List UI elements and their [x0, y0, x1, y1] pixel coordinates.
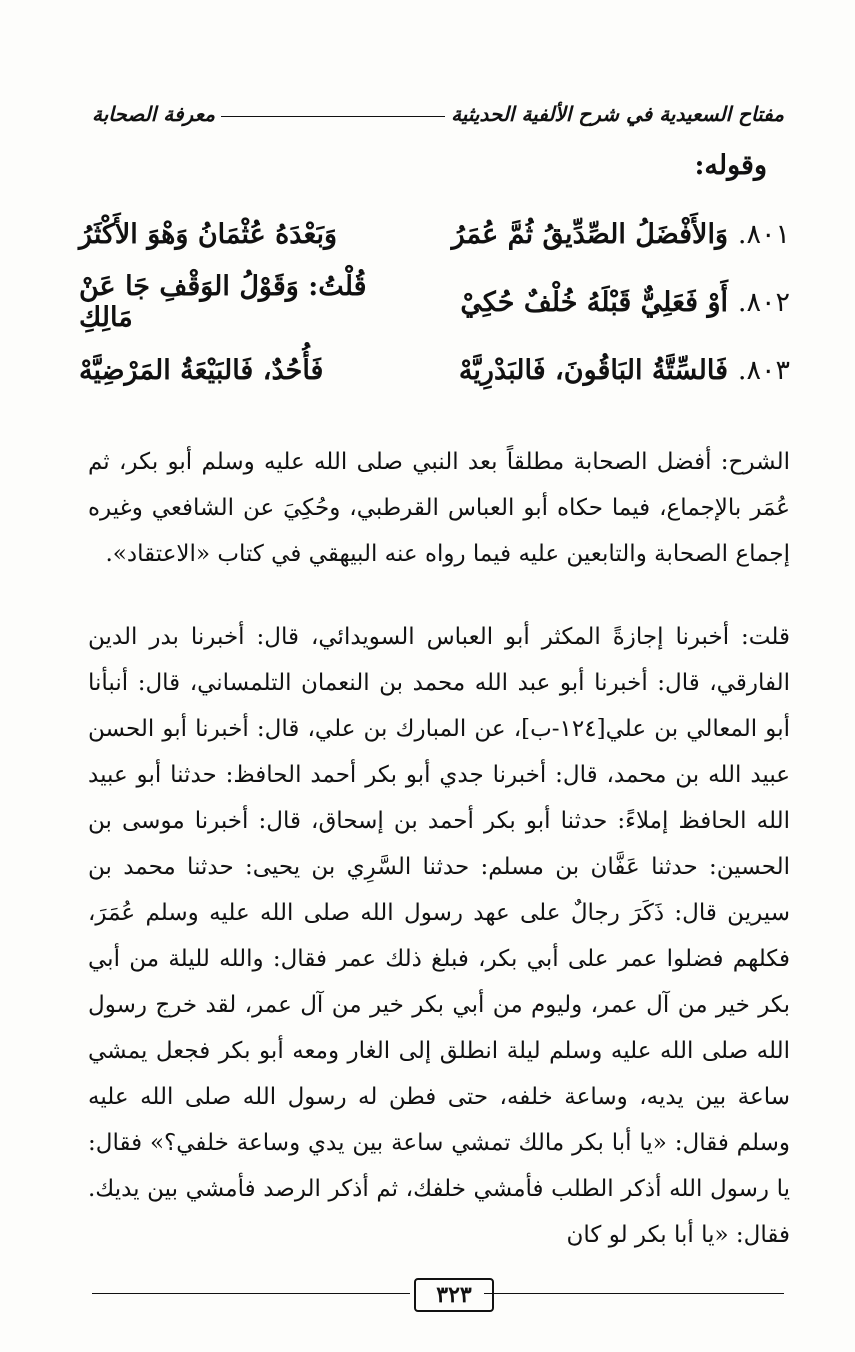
verse-number: ٨٠٢. — [737, 286, 790, 318]
verse-first-hemistich: أَوْ فَعَلِيٌّ قَبْلَهُ خُلْفٌ حُكِيْ — [460, 286, 728, 318]
header-rule — [221, 116, 445, 117]
verse-second-hemistich: قُلْتُ: وَقَوْلُ الوَقْفِ جَا عَنْ مَالِكِ — [79, 271, 367, 333]
running-header — [92, 86, 784, 126]
page-number: ٣٢٣ — [414, 1278, 494, 1312]
verse-first-hemistich: وَالأَفْضَلُ الصِّدِّيقُ ثُمَّ عُمَرُ — [451, 218, 728, 250]
verse-second-hemistich: وَبَعْدَهُ عُثْمَانُ وَهْوَ الأَكْثَرُ — [79, 218, 338, 250]
commentary-paragraph: الشرح: أفضل الصحابة مطلقاً بعد النبي صلى الله عليه وسلم أبو بكر، ثم عُمَر بالإجماع، فيما حكاه أبو العباس القرطبي، وحُكِيَ عن الشافعي وغيره إجماع الصحابة والتابعين عليه فيما رواه عنه البيهقي في كتاب «الاعتقاد». — [88, 449, 790, 567]
verse-block — [75, 200, 790, 404]
book-title: مفتاح السعيدية في شرح الألفية الحديثية — [451, 102, 784, 126]
verse-number: ٨٠١. — [737, 218, 790, 250]
verse-line — [75, 200, 790, 268]
verse-second-hemistich: فَأُحُدٌ، فَالبَيْعَةُ المَرْضِيَّهْ — [79, 354, 324, 386]
footer-rule-left — [92, 1293, 410, 1294]
verse-line — [75, 336, 790, 404]
chapter-title: معرفة الصحابة — [92, 102, 215, 126]
footer-rule-right — [484, 1293, 784, 1294]
verse-number: ٨٠٣. — [737, 354, 790, 386]
section-label: وقوله: — [694, 150, 767, 181]
narration-paragraph: قلت: أخبرنا إجازةً المكثر أبو العباس السويدائي، قال: أخبرنا بدر الدين الفارقي، قال: أخبرنا أبو عبد الله محمد بن النعمان التلمساني، قال: أنبأنا أبو المعالي بن علي[١٢٤-ب]، عن المبارك بن علي، قال: أخبرنا أبو الحسن عبيد الله بن محمد، قال: أخبرنا جدي أبو بكر أحمد الحافظ: حدثنا أبو عبيد الله الحافظ إملاءً: حدثنا أبو بكر أحمد بن إسحاق، قال: أخبرنا موسى بن الحسين: حدثنا عَفَّان بن مسلم: حدثنا السَّرِي بن يحيى: حدثنا محمد بن سيرين قال: ذَكَرَ رجالٌ على عهد رسول الله صلى الله عليه وسلم عُمَرَ، فكلهم فضلوا عمر على أبي بكر، فبلغ ذلك عمر فقال: والله لليلة من أبي بكر خير من آل عمر، وليوم من أبي بكر خير من آل عمر، لقد خرج رسول الله صلى الله عليه وسلم ليلة انطلق إلى الغار ومعه أبو بكر فجعل يمشي ساعة بين يديه، وساعة خلفه، حتى فطن له رسول الله صلى الله عليه وسلم فقال: «يا أبا بكر مالك تمشي ساعة بين يدي وساعة خلفي؟» فقال: يا رسول الله أذكر الطلب فأمشي خلفك، ثم أذكر الرصد فأمشي بين يديك. فقال: «يا أبا بكر لو كان — [88, 624, 790, 1248]
page-footer — [92, 1278, 784, 1318]
verse-first-hemistich: فَالسِّتَّةُ البَاقُونَ، فَالبَدْرِيَّهْ — [458, 354, 728, 386]
verse-line — [75, 268, 790, 336]
